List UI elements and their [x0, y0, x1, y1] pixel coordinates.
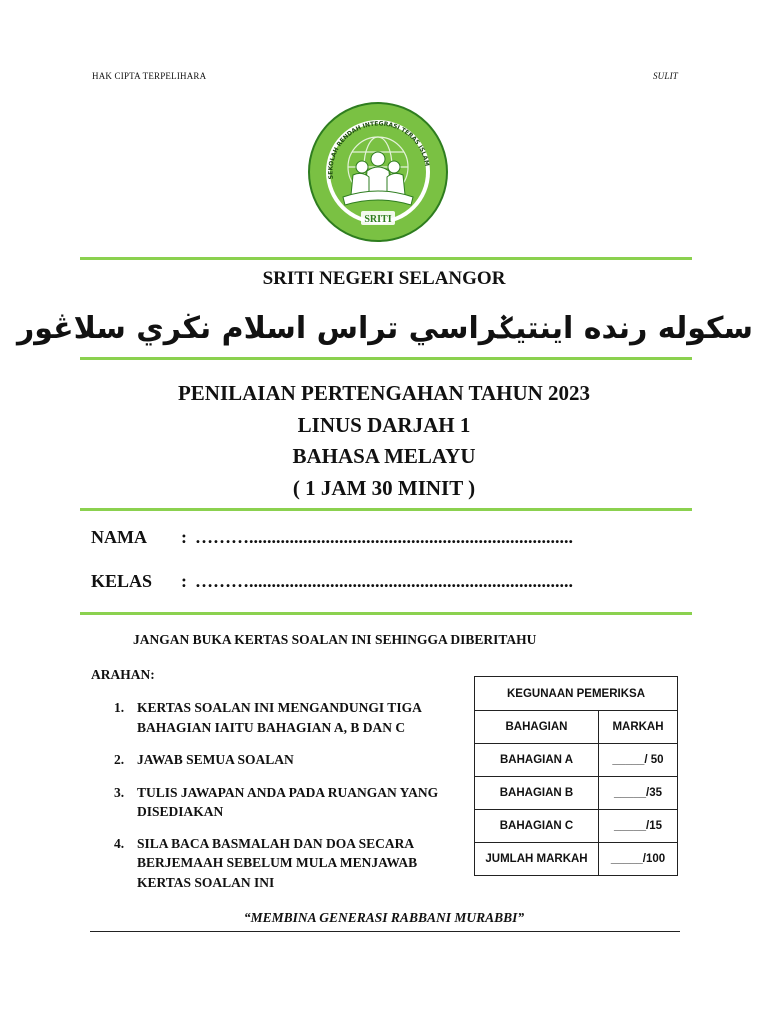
- exam-title-block: [0, 378, 768, 504]
- instructions-title: ARAHAN:: [91, 667, 155, 682]
- jawi-calligraphy: [17, 296, 753, 356]
- logo-arc-text: SEKOLAH RENDAH INTEGRASI TERAS ISLAM: [327, 120, 431, 180]
- table-row: [475, 744, 678, 777]
- name-colon: :: [181, 527, 187, 547]
- mark-cell[interactable]: _____/ 50: [599, 744, 678, 777]
- examiner-marks-table: [474, 676, 678, 876]
- divider-bottom: [90, 931, 680, 932]
- divider-fields-bottom: [80, 612, 692, 615]
- name-label: NAMA: [91, 527, 147, 547]
- instruction-item: 3. TULIS JAWAPAN ANDA PADA RUANGAN YANG DISEDIAKAN: [114, 784, 439, 819]
- instruction-item: 4. SILA BACA BASMALAH DAN DOA SECARA BERJEMAAH SEBELUM MULA MENJAWAB KERTAS SOALAN INI: [114, 835, 418, 890]
- part-cell: BAHAGIAN A: [475, 744, 599, 777]
- divider-top: [80, 257, 692, 260]
- name-field[interactable]: [91, 527, 573, 548]
- school-logo: [307, 101, 449, 243]
- part-cell: BAHAGIAN C: [475, 810, 599, 843]
- class-colon: :: [181, 571, 187, 591]
- class-field[interactable]: [91, 571, 573, 592]
- table-row: [475, 777, 678, 810]
- total-mark-cell[interactable]: _____/100: [599, 843, 678, 876]
- divider-title-top: [80, 357, 692, 360]
- exam-title-line4: ( 1 JAM 30 MINIT ): [292, 475, 476, 500]
- column-header-part: BAHAGIAN: [475, 711, 599, 744]
- instructions-list: [114, 698, 464, 905]
- do-not-open-notice: JANGAN BUKA KERTAS SOALAN INI SEHINGGA DIBERITAHU: [133, 632, 537, 647]
- exam-title-line3: BAHASA MELAYU: [292, 444, 476, 468]
- class-label: KELAS: [91, 571, 153, 591]
- divider-fields-top: [80, 508, 692, 511]
- instruction-item: 1. KERTAS SOALAN INI MENGANDUNGI TIGA BAHAGIAN IAITU BAHAGIAN A, B DAN C: [114, 700, 422, 735]
- exam-title-line1: PENILAIAN PERTENGAHAN TAHUN 2023: [177, 381, 591, 405]
- table-row: [475, 810, 678, 843]
- class-blank[interactable]: ………........................................................................: [195, 571, 573, 591]
- logo-label: SRITI: [364, 214, 392, 225]
- column-header-mark: MARKAH: [599, 711, 678, 744]
- instruction-item: 2. JAWAB SEMUA SOALAN: [114, 752, 294, 767]
- jawi-text: سكوله رنده اينتيݢراسي تراس اسلام نڬري سلاڠور: [17, 311, 753, 346]
- school-name: SRITI NEGERI SELANGOR: [262, 268, 506, 289]
- part-cell: BAHAGIAN B: [475, 777, 599, 810]
- table-row: [475, 843, 678, 876]
- table-title: KEGUNAAN PEMERIKSA: [475, 677, 678, 711]
- exam-title-line2: LINUS DARJAH 1: [297, 412, 471, 437]
- header-copyright: HAK CIPTA TERPELIHARA: [92, 71, 207, 81]
- mark-cell[interactable]: _____/35: [599, 777, 678, 810]
- mark-cell[interactable]: _____/15: [599, 810, 678, 843]
- total-cell: JUMLAH MARKAH: [475, 843, 599, 876]
- name-blank[interactable]: ………........................................................................: [195, 527, 573, 547]
- header-classification: SULIT: [652, 71, 678, 81]
- school-motto: “MEMBINA GENERASI RABBANI MURABBI”: [243, 910, 525, 925]
